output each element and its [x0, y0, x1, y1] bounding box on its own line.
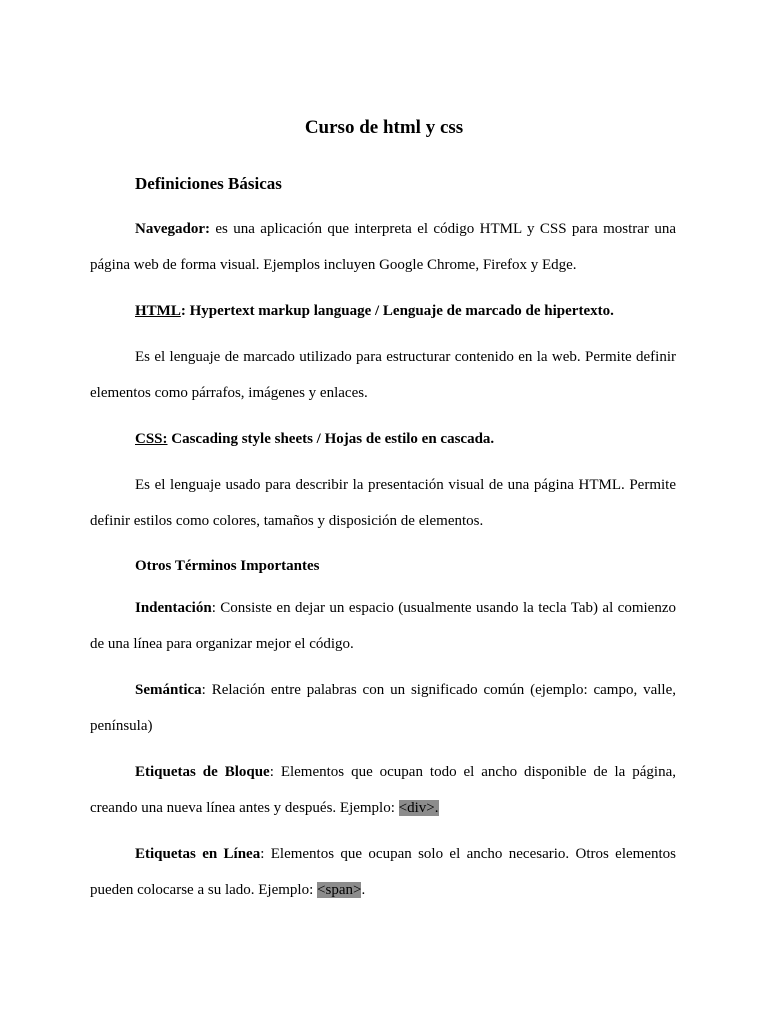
paragraph-indentacion: [90, 590, 676, 662]
trailing-period: .: [361, 882, 366, 898]
document-title: Curso de html y css: [304, 117, 464, 138]
paragraph-etiquetas-bloque: [90, 754, 676, 826]
code-example-span: <span>: [317, 882, 362, 898]
definition-indentacion: : Consiste en dejar un espacio (usualmente usando la tecla Tab) al comienzo de una línea para organizar mejor el código.: [90, 600, 676, 652]
definition-semantica: : Relación entre palabras con un significado común (ejemplo: campo, valle, península): [90, 682, 676, 734]
section-heading-other-terms: Otros Términos Importantes: [135, 558, 320, 574]
html-expansion: : Hypertext markup language / Lenguaje de marcado de hipertexto.: [180, 303, 614, 319]
term-semantica: Semántica: [135, 682, 202, 698]
paragraph-css-description: Es el lenguaje usado para describir la presentación visual de una página HTML. Permite definir estilos como colores, tamaños y disposición de elementos.: [90, 477, 676, 529]
definition-etiquetas-bloque: : Elementos que ocupan todo el ancho disponible de la página, creando una nueva línea antes y después. Ejemplo:: [90, 764, 676, 816]
term-css: CSS:: [135, 431, 168, 447]
paragraph-etiquetas-linea: [90, 836, 676, 908]
term-indentacion: Indentación: [135, 600, 212, 616]
paragraph-html-description: Es el lenguaje de marcado utilizado para estructurar contenido en la web. Permite definir elementos como párrafos, imágenes y enlaces.: [90, 349, 676, 401]
definition-etiquetas-linea: : Elementos que ocupan solo el ancho necesario. Otros elementos pueden colocarse a su lado. Ejemplo:: [90, 846, 676, 898]
term-navegador: Navegador:: [135, 221, 210, 237]
section-heading-basic-definitions: Definiciones Básicas: [135, 174, 282, 193]
term-etiquetas-linea: Etiquetas en Línea: [135, 846, 261, 862]
paragraph-css-heading: [90, 421, 676, 457]
definition-navegador: es una aplicación que interpreta el código HTML y CSS para mostrar una página web de forma visual. Ejemplos incluyen Google Chrome, Firefox y Edge.: [90, 221, 676, 273]
code-example-div: <div>.: [398, 800, 439, 816]
paragraph-html-heading: [90, 293, 676, 329]
term-html: HTML: [135, 303, 181, 319]
term-etiquetas-bloque: Etiquetas de Bloque: [135, 764, 270, 780]
css-expansion: Cascading style sheets / Hojas de estilo en cascada.: [167, 431, 495, 447]
paragraph-navegador: [90, 211, 676, 283]
paragraph-semantica: [90, 672, 676, 744]
